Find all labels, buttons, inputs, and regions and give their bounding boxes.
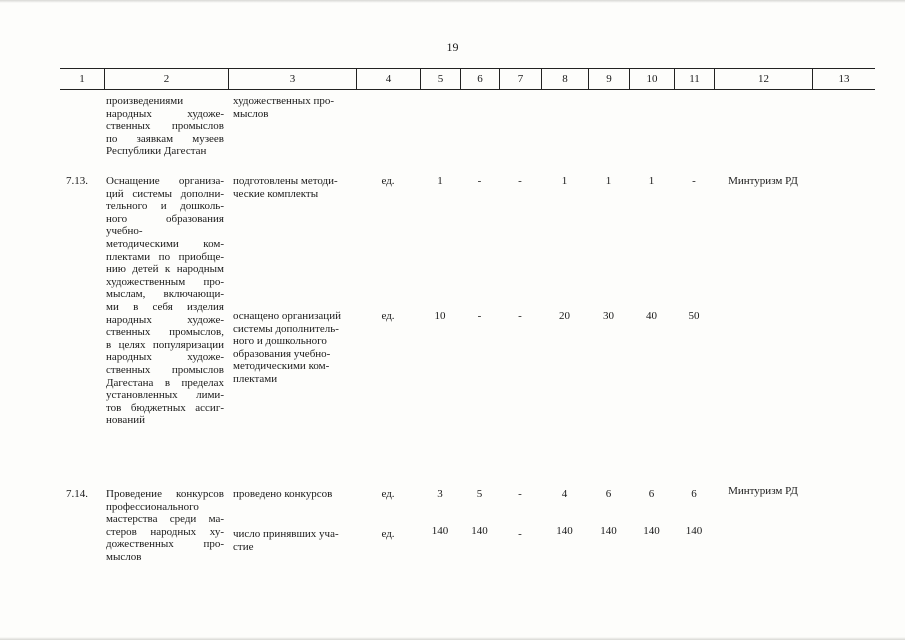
unit-cell: ед. <box>381 528 395 540</box>
text-line: мыслам, включающи- <box>106 288 224 301</box>
text-line: плектами по приобще- <box>106 250 224 263</box>
value-col-8: 140 <box>556 525 573 537</box>
text-line: нований <box>106 414 145 427</box>
text-line: Республики Дагестан <box>106 145 207 158</box>
text-line: в целях популяризации <box>106 338 224 351</box>
text-line: учебно- <box>106 225 143 238</box>
text-line: Оснащение организа- <box>106 175 224 187</box>
value-col-7: - <box>518 310 522 322</box>
value-col-9: 30 <box>603 310 614 322</box>
executor-cell: Минтуризм РД <box>728 175 798 187</box>
header-col-7: 7 <box>499 69 541 89</box>
text-line: тельного и дошколь- <box>106 200 224 213</box>
value-col-5: 10 <box>434 310 446 322</box>
value-col-7: - <box>518 488 522 500</box>
text-line: ного и дошкольного <box>233 335 327 348</box>
text-line: оснащено организаций <box>233 310 341 322</box>
text-line: методическими ком- <box>106 237 224 250</box>
text-line: плектами <box>233 372 278 385</box>
indicator-7-13-2 <box>233 310 355 386</box>
value-col-8: 20 <box>559 310 570 322</box>
text-line: Проведение конкурсов <box>106 488 224 500</box>
indicator-7-13-1 <box>233 175 355 200</box>
text-line: тов бюджетных ассиг- <box>106 401 224 414</box>
value-col-9: 140 <box>600 525 617 537</box>
text-line: методическими ком- <box>233 360 330 373</box>
text-line: подготовлены методи- <box>233 175 338 187</box>
row-number-7-14: 7.14. <box>66 488 88 500</box>
text-line: нию детей к народным <box>106 263 224 276</box>
indicator-7-14-1 <box>233 488 355 501</box>
text-line: дожественных про- <box>106 538 224 551</box>
cont-indicator-cell <box>233 95 355 120</box>
header-col-13: 13 <box>812 69 875 89</box>
executor-cell: Минтуризм РД <box>728 485 798 497</box>
value-col-8: 1 <box>561 175 568 187</box>
text-line: мыслов <box>106 550 142 563</box>
value-col-7: - <box>518 528 522 540</box>
header-col-2: 2 <box>104 69 228 89</box>
text-line: художественных про- <box>233 95 334 107</box>
unit-cell: ед. <box>381 310 395 322</box>
value-col-11: 140 <box>685 525 703 537</box>
text-line: мастерства среди ма- <box>106 513 224 526</box>
value-col-11: 6 <box>691 488 697 500</box>
value-col-6: 5 <box>476 488 483 500</box>
value-col-10: 140 <box>643 525 660 537</box>
value-col-10: 40 <box>646 310 657 322</box>
activity-7-14 <box>106 488 224 564</box>
text-line: ного образования <box>106 212 224 225</box>
text-line: стие <box>233 540 254 553</box>
value-col-6: - <box>477 175 482 187</box>
header-col-6: 6 <box>460 69 499 89</box>
value-col-10: 6 <box>648 488 655 500</box>
text-line: Дагестана в пределах <box>106 376 224 389</box>
header-col-12: 12 <box>714 69 812 89</box>
value-col-5: 140 <box>431 525 449 537</box>
text-line: народных художе- <box>106 107 224 120</box>
header-col-10: 10 <box>629 69 674 89</box>
row-number-7-13: 7.13. <box>66 175 88 187</box>
text-line: народных художе- <box>106 351 224 364</box>
scan-edge-top <box>0 0 905 3</box>
value-col-10: 1 <box>648 175 655 187</box>
text-line: ческие комплекты <box>233 187 319 200</box>
header-col-1: 1 <box>79 73 85 85</box>
page-number: 19 <box>446 40 459 54</box>
text-line: произведениями <box>106 95 184 107</box>
unit-cell: ед. <box>381 488 395 500</box>
cont-activity-cell <box>106 95 224 158</box>
text-line: художественным про- <box>106 275 224 288</box>
text-line: число принявших уча- <box>233 528 339 540</box>
table-header-row <box>60 68 875 90</box>
value-col-11: - <box>692 175 696 187</box>
header-col-4: 4 <box>356 69 420 89</box>
indicator-7-14-2 <box>233 528 355 553</box>
text-line: ственных промыслов <box>106 120 224 133</box>
value-col-6: - <box>477 310 482 322</box>
value-col-8: 4 <box>561 488 568 500</box>
value-col-6: 140 <box>471 525 488 537</box>
value-col-9: 1 <box>605 175 612 187</box>
text-line: стеров народных ху- <box>106 525 224 538</box>
value-col-5: 1 <box>437 175 443 187</box>
unit-cell: ед. <box>381 175 395 187</box>
text-line: профессионального <box>106 500 199 513</box>
text-line: образования учебно- <box>233 347 331 360</box>
header-col-9: 9 <box>588 69 629 89</box>
text-line: проведено конкурсов <box>233 488 333 500</box>
header-col-11: 11 <box>674 69 714 89</box>
activity-7-13 <box>106 175 224 427</box>
text-line: установленных лими- <box>106 389 224 402</box>
text-line: ственных промыслов <box>106 363 224 376</box>
text-line: системы дополнитель- <box>233 322 339 335</box>
value-col-7: - <box>518 175 522 187</box>
header-col-3: 3 <box>228 69 356 89</box>
text-line: мыслов <box>233 107 269 120</box>
text-line: народных художе- <box>106 313 224 326</box>
header-col-8: 8 <box>541 69 588 89</box>
text-line: ственных промыслов, <box>106 326 224 339</box>
value-col-9: 6 <box>605 488 612 500</box>
text-line: по заявкам музеев <box>106 132 224 145</box>
text-line: ми в себя изделия <box>106 300 224 313</box>
text-line: ций системы дополни- <box>106 187 224 200</box>
header-col-5: 5 <box>420 69 460 89</box>
value-col-11: 50 <box>688 310 700 322</box>
value-col-5: 3 <box>437 488 443 500</box>
